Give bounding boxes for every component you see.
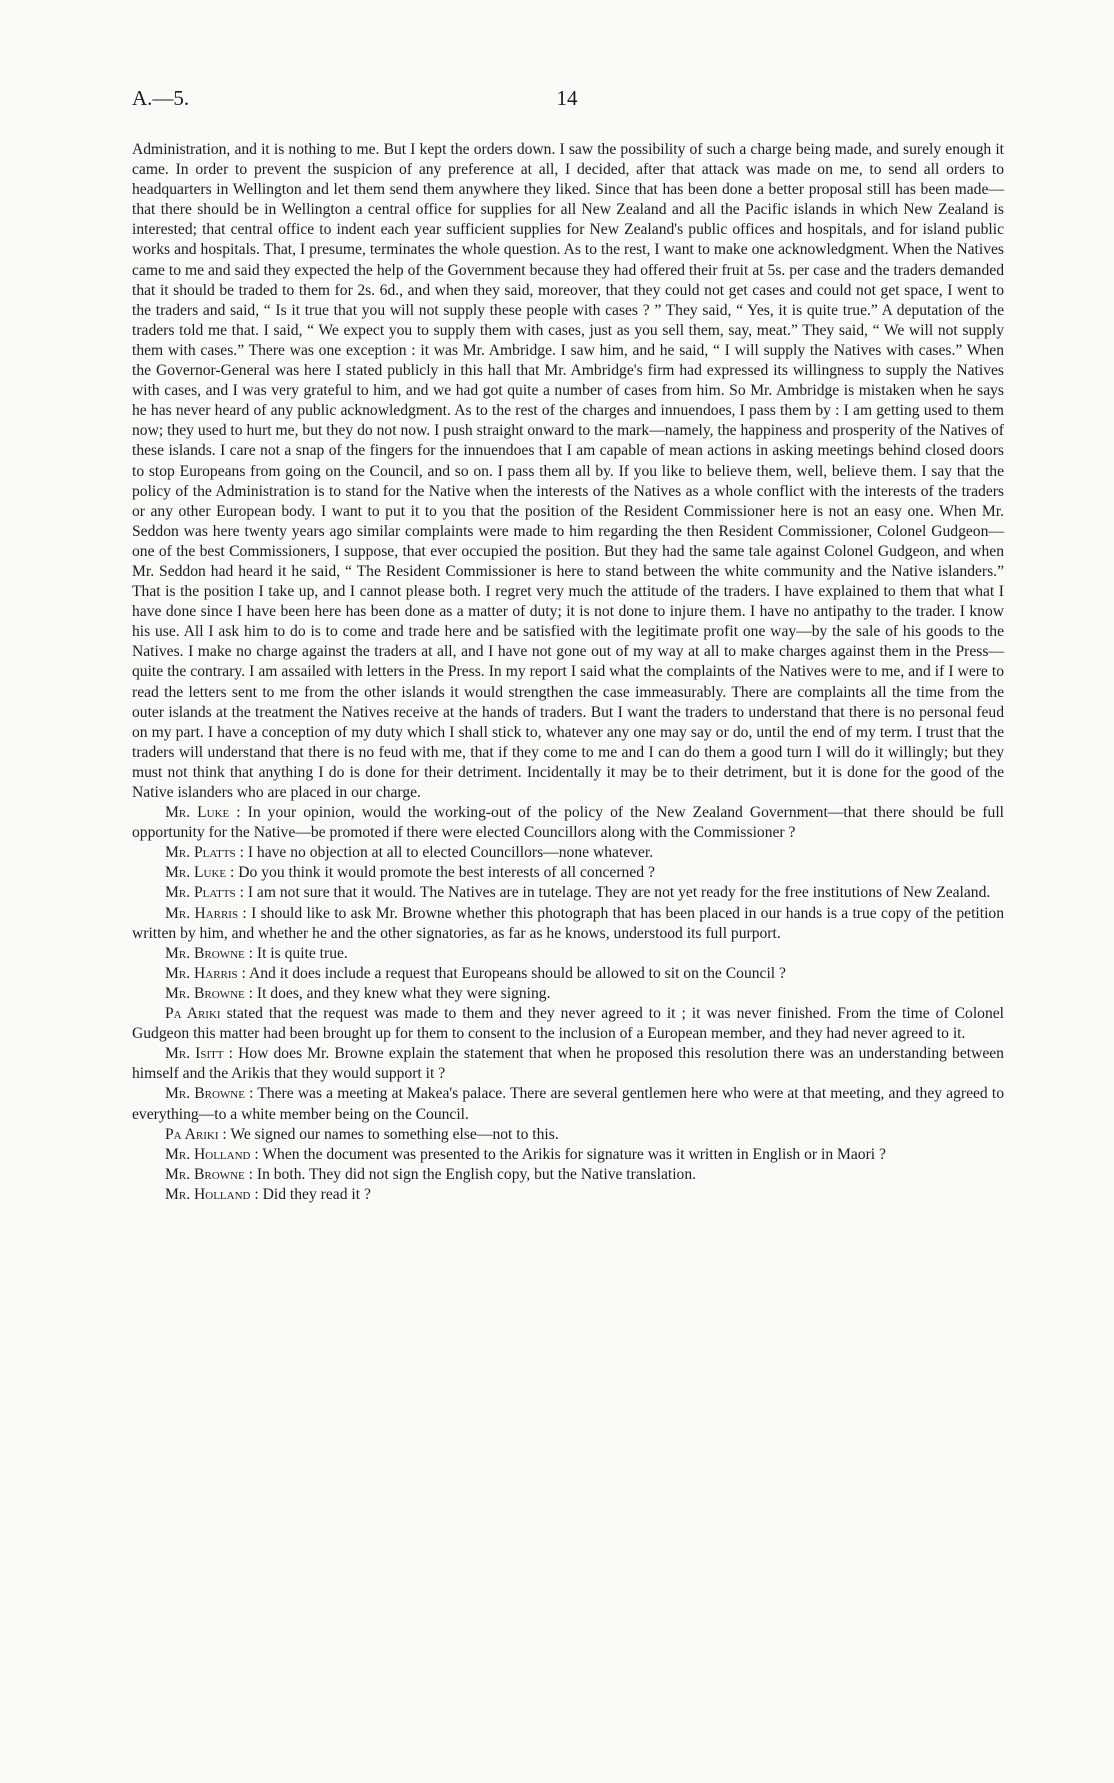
page-body [132, 140, 1004, 1205]
paragraph-text: I have no objection at all to elected Councillors—none whatever. [247, 844, 654, 862]
speaker-name: Mr. Harris : [165, 904, 247, 922]
speaker-name: Mr. Platts : [165, 844, 244, 862]
speaker-name: Mr. Browne : [165, 944, 253, 962]
paragraph-text: I am not sure that it would. The Natives are in tutelage. They are not yet ready for the free institutions of New Zealand. [247, 884, 991, 902]
speech-paragraph [132, 843, 1004, 863]
speech-paragraph [132, 904, 1004, 944]
page-number: 14 [556, 86, 578, 110]
speaker-name: Mr. Luke : [165, 864, 235, 882]
paragraph-text: And it does include a request that Europeans should be allowed to sit on the Council ? [248, 964, 786, 982]
speaker-name: Mr. Isitt : [165, 1045, 234, 1063]
speech-paragraph [132, 1185, 1004, 1205]
speech-paragraph [132, 863, 1004, 883]
page-header [132, 86, 1002, 116]
speech-paragraph [132, 1084, 1004, 1124]
speaker-name: Pa Ariki : [165, 1125, 227, 1143]
paragraph-text: There was a meeting at Makea's palace. There are several gentlemen here who were at that meeting, and they agreed to everything—to a white member being on the Council. [132, 1085, 1004, 1123]
speaker-name: Mr. Browne : [165, 1085, 254, 1103]
paragraph-text: It is quite true. [256, 944, 348, 962]
paragraph-text: How does Mr. Browne explain the statement that when he proposed this resolution there was an understanding between himself and the Arikis that they would support it ? [132, 1045, 1004, 1083]
document-reference: A.—5. [132, 86, 190, 110]
paragraph-text: Do you think it would promote the best interests of all concerned ? [238, 864, 655, 882]
speech-paragraph [132, 1004, 1004, 1044]
speech-paragraph [132, 1165, 1004, 1185]
speaker-name: Mr. Harris : [165, 964, 246, 982]
paragraph-text: Did they read it ? [262, 1185, 371, 1203]
paragraph-text: stated that the request was made to them and they never agreed to it ; it was never finished. From the time of Colonel Gudgeon this matter had been brought up for them to consent to the inclusion of a European member, and they had never agreed to it. [132, 1005, 1005, 1043]
speech-paragraph [132, 1044, 1004, 1084]
speech-paragraph [132, 1145, 1004, 1165]
speech-paragraph [132, 984, 1004, 1004]
paragraph-text: We signed our names to something else—not to this. [230, 1125, 559, 1143]
speaker-name: Pa Ariki [165, 1005, 221, 1023]
paragraph-text: In your opinion, would the working-out of the policy of the New Zealand Government—that there should be full opportunity for the Native—be promoted if there were elected Councillors along with the Commissioner ? [132, 804, 1004, 842]
speaker-name: Mr. Browne : [165, 1165, 253, 1183]
speech-paragraph [132, 1125, 1004, 1145]
paragraph-text: I should like to ask Mr. Browne whether this photograph that has been placed in our hands is a true copy of the petition written by him, and whether he and the other signatories, as far as he knows, understood its full purport. [132, 904, 1005, 942]
paragraph-text: When the document was presented to the Arikis for signature was it written in English or in Maori ? [262, 1145, 886, 1163]
paragraph-text: It does, and they knew what they were signing. [256, 984, 551, 1002]
speech-paragraph [132, 964, 1004, 984]
speech-paragraph [132, 803, 1004, 843]
speaker-name: Mr. Holland : [165, 1185, 259, 1203]
speaker-name: Mr. Platts : [165, 884, 244, 902]
speaker-name: Mr. Browne : [165, 984, 253, 1002]
speech-paragraph [132, 883, 1004, 903]
speaker-name: Mr. Luke : [165, 804, 241, 822]
paragraph-text: In both. They did not sign the English copy, but the Native translation. [256, 1165, 697, 1183]
speaker-name: Mr. Holland : [165, 1145, 259, 1163]
speech-paragraph [132, 140, 1004, 803]
paragraph-text: Administration, and it is nothing to me. But I kept the orders down. I saw the possibility of such a charge being made, and surely enough it came. In order to prevent the suspicion of any preference at all, I decided, after that attack was made on me, to send all orders to headquarters in Wellington and let them send them anywhere they liked. Since that has been done a better proposal still has been made—that there should be in Wellington a central office for supplies for all New Zealand and all the Pacific islands in which New Zealand is interested; that central office to indent each year sufficient supplies for New Zealand's public offices and hospitals, and for island public works and hospitals. That, I presume, terminates the whole question. As to the rest, I want to make one acknowledgment. When the Natives came to me and said they expected the help of the Government because they had offered their fruit at 5s. per case and the traders demanded that it should be traded to them for 2s. 6d., and when they said, moreover, that they could not get cases and could not get space, I went to the traders and said, “ Is it true that you will not supply these people with cases ? ” They said, “ Yes, it is quite true.” A deputation of the traders told me that. I said, “ We expect you to supply them with cases, just as you sell them, say, meat.” They said, “ We will not supply them with cases.” There was one exception : it was Mr. Ambridge. I saw him, and he said, “ I will supply the Natives with cases.” When the Governor-General was here I stated publicly in this hall that Mr. Ambridge's firm had expressed its willingness to supply the Natives with cases, and I was very grateful to him, and we had got quite a number of cases from him. So Mr. Ambridge is mistaken when he says he has never heard of any public acknowledgment. As to the rest of the charges and innuendoes, I pass them by : I am getting used to them now; they used to hurt me, but they do not now. I push straight onward to the mark—namely, the happiness and prosperity of the Natives of these islands. I care not a snap of the fingers for the innuendoes that I am capable of mean actions in asking meetings behind closed doors to stop Europeans from going on the Council, and so on. I pass them all by. If you like to believe them, well, believe them. I say that the policy of the Administration is to stand for the Native when the interests of the Natives as a whole conflict with the interests of the traders or any other European body. I want to put it to you that the position of the Resident Commissioner here is not an easy one. When Mr. Seddon was here twenty years ago similar complaints were made to him regarding the then Resident Commissioner, Colonel Gudgeon—one of the best Commissioners, I suppose, that ever occupied the position. But they had the same tale against Colonel Gudgeon, and when Mr. Seddon had heard it he said, “ The Resident Commissioner is here to stand between the white community and the Native islanders.” That is the position I take up, and I cannot please both. I regret very much the attitude of the traders. I have explained to them that what I have done since I have been here has been done as a matter of duty; it is not done to injure them. I have no antipathy to the trader. I know his use. All I ask him to do is to come and trade here and be satisfied with the legitimate profit one way—by the sale of his goods to the Natives. I make no charge against the traders at all, and I have not gone out of my way at all to make charges against them in the Press—quite the contrary. I am assailed with letters in the Press. In my report I said what the complaints of the Natives were to me, and if I were to read the letters sent to me from the other islands it would strengthen the case immeasurably. There are complaints all the time from the outer islands at the treatment the Natives receive at the hands of traders. But I want the traders to understand that there is no personal feud on my part. I have a conception of my duty which I shall stick to, whatever any one may say or do, until the end of my term. I trust that the traders will understand that there is no feud with me, that if they come to me and I can do them a good turn I will do it willingly; but they must not think that anything I do is done for their detriment. Incidentally it may be to their detriment, but it is done for the good of the Native islanders who are placed in our charge. [132, 141, 1004, 801]
speech-paragraph [132, 944, 1004, 964]
